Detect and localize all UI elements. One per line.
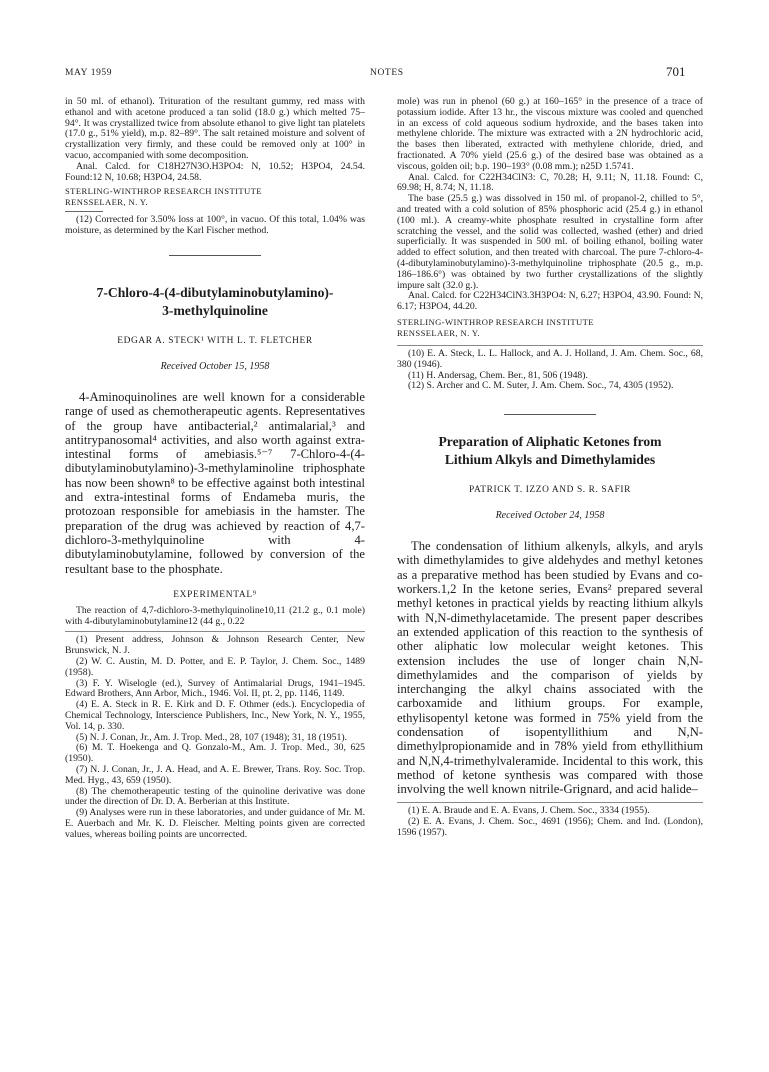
article-title-line1: Preparation of Aliphatic Ketones from xyxy=(438,434,662,450)
salt-text: The base (25.5 g.) was dissolved in 150 ml. of propanol-2, chilled to 5°, and treated with a cold solution of 85% phosphoric acid (25.4 g.) in ethanol (100 ml.). A creamy-white phosphate resulted in crystalline form after scratching the vessel, and the solid was collected, washed (ether) and dried superficially. It was suspended in 500 ml. of boiling ethanol, boiling water added to effect solution, and then treated with charcoal. The pure 7-chloro-4-(4-dibutylaminobutylamino)-3-methylquinoline triphosphate (20.5 g., m.p. 186–186.6°) was obtained by two further crystallizations of the slightly impure salt (32.0 g.). xyxy=(397,193,703,291)
footnote xyxy=(65,765,365,787)
article-title-line1: 7-Chloro-4-(4-dibutylaminobutylamino)- xyxy=(96,284,334,300)
article-divider xyxy=(169,255,261,256)
footnote-text: (9) Analyses were run in these laboratories, and under guidance of Mr. M. E. Auerbach and Mr. K. D. Fleischer. Melting points given are corrected values, whereas boiling points are uncorrected. xyxy=(65,807,365,840)
running-head-section: NOTES xyxy=(370,68,404,78)
experimental-paragraph xyxy=(65,606,365,628)
footnote xyxy=(65,700,365,732)
footnote-text: (6) M. T. Hoekenga and Q. Gonzalo-M., Am. J. Trop. Med., 30, 625 (1950). xyxy=(65,742,365,765)
footnote-text: (3) F. Y. Wiselogle (ed.), Survey of Antimalarial Drugs, 1941–1945. Edward Brothers, Ann Arbor, Mich., 1946. Vol. II, pt. 2, pp. 1146, 1149. xyxy=(65,677,365,700)
intro-paragraph xyxy=(65,390,365,576)
footnote xyxy=(397,817,703,839)
intro-text: The condensation of lithium alkenyls, alkyls, and aryls with dimethylamides to give aldehydes and methyl ketones as a preparative method has been studied by Evans and co-workers.1,2 In the ketone series, Evans² prepared several methyl ketones in practical yields by reacting lithium alkyls with N,N-dimethylacetamide. The present paper describes an extended application of this reaction to the synthesis of other aliphatic low molecular weight ketones. This extension includes the use of longer chain N,N-dimethylamides and the comparison of yields by interchanging the alkyl chains associated with the carboxamide and lithium groups. For example, ethylisopentyl ketone was formed in 75% yield from the condensation of isopentyllithium and N,N-dimethylpropionamide and in 78% yield from ethyllithium and N,N,4-trimethylvaleramide. Incidental to this work, this method of ketone synthesis was compared with those involving the well known nitrile-Grignard, and acid halide– xyxy=(397,539,703,797)
article-byline: EDGAR A. STECK¹ WITH L. T. FLETCHER xyxy=(117,335,313,346)
footnote xyxy=(65,635,365,657)
footnote-text: (1) E. A. Braude and E. A. Evans, J. Chem. Soc., 3334 (1955). xyxy=(408,805,650,817)
footnote-text: (7) N. J. Conan, Jr., J. A. Head, and A. E. Brewer, Trans. Roy. Soc. Trop. Med. Hyg., 43, 659 (1950). xyxy=(65,763,365,786)
reference xyxy=(397,381,703,392)
analysis-text: Anal. Calcd. for C22H34ClN3.3H3PO4: N, 6.27; H3PO4, 43.90. Found: N, 6.17; H3PO4, 44.20. xyxy=(397,290,703,313)
footnote-divider xyxy=(397,345,703,346)
received-date: Received October 24, 1958 xyxy=(495,510,605,522)
reference xyxy=(397,349,703,371)
footnote-list xyxy=(65,635,365,840)
analysis-line xyxy=(397,291,703,313)
footnote-divider xyxy=(397,802,703,803)
continued-paragraph: mole) was run in phenol (60 g.) at 160–165° in the presence of a trace of potassium iodide. After 13 hr., the viscous mixture was cooled and quenched in an excess of cold aqueous sodium hydroxide, and the bases taken into methylene chloride. The mixture was extracted with a 2N hydrochloric acid, the bases then liberated, extracted with methylene chloride, dried, and fractionated. A 70% yield (25.6 g.) of the desired base was obtained as a viscous, golden oil; b.p. 190–193° (0.08 mm.); n25D 1.5741. xyxy=(397,96,703,172)
footnote-text: (4) E. A. Steck in R. E. Kirk and D. F. Othmer (eds.). Encyclopedia of Chemical Technology, Interscience Publishers, Inc., New York, N. Y., 1955, Vol. 14, p. 330. xyxy=(65,699,365,732)
running-head-date: MAY 1959 xyxy=(65,68,113,78)
footnote-text: (2) E. A. Evans, J. Chem. Soc., 4691 (1956); Chem. and Ind. (London), 1596 (1957). xyxy=(397,816,703,839)
footnote-text: (5) N. J. Conan, Jr., Am. J. Trop. Med., 28, 107 (1948); 31, 18 (1951). xyxy=(76,731,347,743)
footnote xyxy=(65,679,365,701)
footnote-divider xyxy=(65,631,365,632)
institute-name: STERLING-WINTHROP RESEARCH INSTITUTE xyxy=(397,316,594,327)
analysis-text: Anal. Calcd. for C18H27N3O.H3PO4: N, 10.52; H3PO4, 24.54. Found:12 N, 10.68; H3PO4, 24.58. xyxy=(65,160,365,183)
footnote-rule xyxy=(65,211,103,212)
reference-text: (11) H. Andersag, Chem. Ber., 81, 506 (1948). xyxy=(408,369,588,381)
received-date: Received October 15, 1958 xyxy=(160,360,270,372)
article-title-line2: Lithium Alkyls and Dimethylamides xyxy=(444,452,656,468)
experimental-text: The reaction of 4,7-dichloro-3-methylquinoline10,11 (21.2 g., 0.1 mole) with 4-dibutylaminobutylamine12 (44 g., 0.22 xyxy=(65,604,365,627)
footnote-text: (8) The chemotherapeutic testing of the quinoline derivative was done under the direction of Dr. D. A. Berberian at this Institute. xyxy=(65,785,365,808)
article-byline: PATRICK T. IZZO AND S. R. SAFIR xyxy=(469,485,631,496)
page-number: 701 xyxy=(666,64,686,79)
footnote xyxy=(65,657,365,679)
footnote-12 xyxy=(65,215,365,237)
institute-location: RENSSELAER, N. Y. xyxy=(397,327,480,338)
institute-location: RENSSELAER, N. Y. xyxy=(65,197,148,208)
reference-text: (10) E. A. Steck, L. L. Hallock, and A. J. Holland, J. Am. Chem. Soc., 68, 380 (1946). xyxy=(397,347,703,370)
analysis-line xyxy=(65,162,365,184)
reference-list xyxy=(397,349,703,392)
footnote-text: (1) Present address, Johnson & Johnson Research Center, New Brunswick, N. J. xyxy=(65,634,365,657)
continued-paragraph: in 50 ml. of ethanol). Trituration of the resultant gummy, red mass with ethanol and with acetone produced a tan solid (18.0 g.) which melted 75–94°. It was crystallized twice from absolute ethanol to give light tan platelets (17.0 g., 51% yield), m.p. 82–89°. The salt retained moisture and solvent of crystallization very firmly, and these could be removed only at 100° in vacuo, accompanied with some decomposition. xyxy=(65,96,365,161)
footnote-text: (2) W. C. Austin, M. D. Potter, and E. P. Taylor, J. Chem. Soc., 1489 (1958). xyxy=(65,656,365,678)
footnote-list xyxy=(397,806,703,838)
right-column xyxy=(397,97,703,839)
reference-text: (12) S. Archer and C. M. Suter, J. Am. Chem. Soc., 74, 4305 (1952). xyxy=(408,380,674,392)
article-divider xyxy=(504,414,596,415)
experimental-heading: EXPERIMENTAL⁹ xyxy=(173,589,257,600)
salt-paragraph xyxy=(397,194,703,291)
footnote xyxy=(65,808,365,840)
institute-name: STERLING-WINTHROP RESEARCH INSTITUTE xyxy=(65,186,262,197)
article-title-line2: 3-methylquinoline xyxy=(162,302,268,318)
left-column xyxy=(65,97,365,841)
intro-text: 4-Aminoquinolines are well known for a considerable range of used as chemotherapeutic agents. Representatives of the group have antibacterial,² antimalarial,³ and antitrypanosomal⁴ activities, and also worth against extra-intestinal forms of amebiasis.⁵⁻⁷ 7-Chloro-4-(4-dibutylaminobutylamino)-3-methylaminoline triphosphate has now been shown⁸ to be effective against both intestinal and extra-intestinal forms of Endameba muris, the protozoan responsible for amebiasis in the hamster. The preparation of the drug was achieved by reaction of 4,7-dichloro-3-methylquinoline with 4-dibutylaminobutylamine, followed by conversion of the resultant base to the phosphate. xyxy=(65,389,365,576)
analysis-line xyxy=(397,173,703,195)
footnote xyxy=(65,787,365,809)
footnote-12-text: (12) Corrected for 3.50% loss at 100°, in vacuo. Of this total, 1.04% was moisture, as determined by the Karl Fischer method. xyxy=(65,214,365,237)
intro-paragraph xyxy=(397,539,703,796)
footnote xyxy=(65,743,365,765)
analysis-text: Anal. Calcd. for C22H34ClN3: C, 70.28; H, 9.11; N, 11.18. Found: C, 69.98; H, 8.74; N, 11.18. xyxy=(397,171,703,194)
